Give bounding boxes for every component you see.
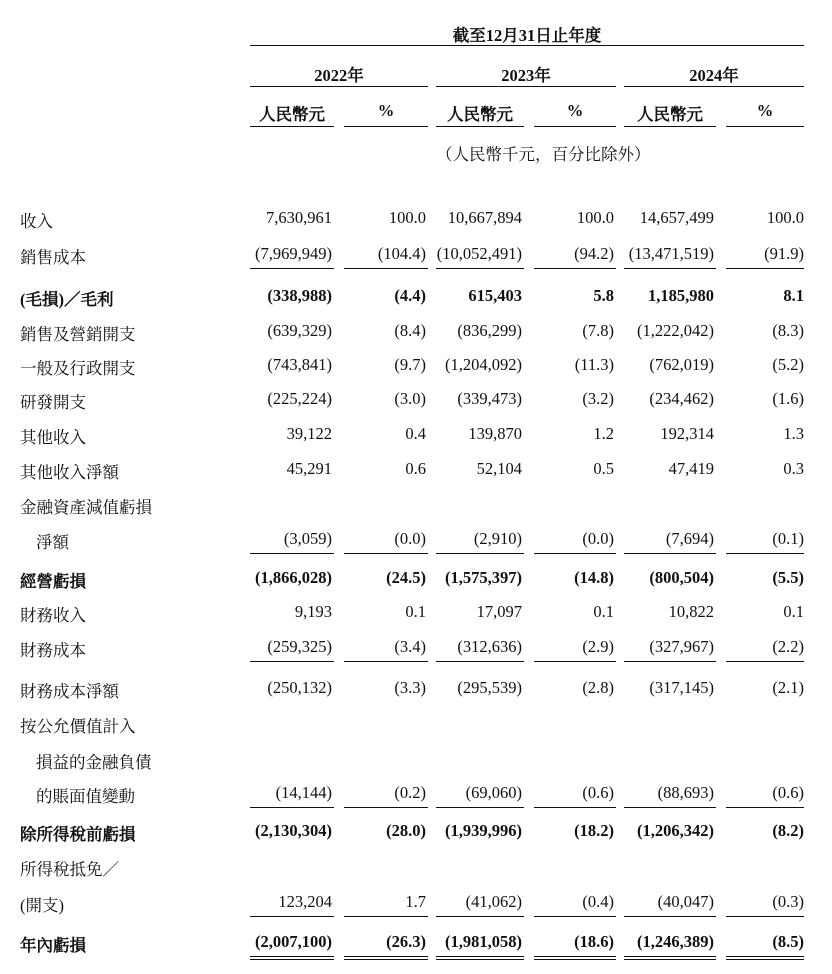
cell-amount: 47,419 <box>668 459 714 478</box>
cell-percent: (8.2) <box>772 821 804 840</box>
cell-percent: (3.2) <box>582 389 614 408</box>
cell-amount: (836,299) <box>457 321 522 340</box>
subtotal-rule <box>250 553 334 554</box>
subtotal-rule <box>436 807 524 808</box>
subtotal-rule <box>250 807 334 808</box>
cell-amount: (743,841) <box>267 355 332 374</box>
cell-percent: (8.5) <box>772 932 804 951</box>
cell-percent: 1.2 <box>593 424 614 443</box>
subtotal-rule <box>534 268 616 269</box>
col-pct-2023: % <box>566 101 584 120</box>
cell-percent: (14.8) <box>574 568 614 587</box>
subtotal-rule <box>436 553 524 554</box>
cell-amount: 615,403 <box>468 286 522 305</box>
subtotal-rule <box>726 268 804 269</box>
total-double-rule <box>624 956 716 960</box>
subtotal-rule <box>436 268 524 269</box>
cell-percent: 0.3 <box>783 459 804 478</box>
cell-amount: (800,504) <box>649 568 714 587</box>
year-2024: 2024年 <box>689 66 739 85</box>
period-header: 截至12月31日止年度 <box>452 26 602 45</box>
header-rule <box>250 45 804 46</box>
subtotal-rule <box>344 807 428 808</box>
cell-percent: 1.7 <box>405 892 426 911</box>
cell-percent: 100.0 <box>576 208 614 227</box>
cell-percent: 0.1 <box>783 602 804 621</box>
cell-amount: 9,193 <box>294 602 332 621</box>
row-label: 其他收入淨額 <box>20 463 119 482</box>
col-rule <box>624 126 716 127</box>
cell-amount: (3,059) <box>283 529 332 548</box>
cell-amount: (259,325) <box>267 637 332 656</box>
cell-amount: (1,981,058) <box>445 932 522 951</box>
cell-percent: (0.4) <box>582 892 614 911</box>
cell-percent: (0.0) <box>582 529 614 548</box>
total-double-rule <box>534 956 616 960</box>
col-rule <box>250 126 334 127</box>
cell-percent: (104.4) <box>377 244 426 263</box>
col-rmb-2023: 人民幣元 <box>447 105 513 124</box>
cell-percent: (3.3) <box>394 678 426 697</box>
cell-percent: (26.3) <box>386 932 426 951</box>
subtotal-rule <box>344 268 428 269</box>
row-label: 損益的金融負債 <box>36 753 152 772</box>
cell-amount: 17,097 <box>476 602 522 621</box>
subtotal-rule <box>726 807 804 808</box>
cell-percent: 100.0 <box>388 208 426 227</box>
cell-percent: 100.0 <box>766 208 804 227</box>
cell-percent: (2.2) <box>772 637 804 656</box>
cell-amount: (69,060) <box>465 783 522 802</box>
col-rule <box>534 126 616 127</box>
cell-amount: (41,062) <box>465 892 522 911</box>
cell-amount: (1,866,028) <box>255 568 332 587</box>
col-rmb-2024: 人民幣元 <box>637 105 703 124</box>
subtotal-rule <box>534 553 616 554</box>
col-rule <box>344 126 428 127</box>
cell-percent: (8.4) <box>394 321 426 340</box>
cell-percent: 0.1 <box>593 602 614 621</box>
subtotal-rule <box>250 916 334 917</box>
cell-amount: (1,939,996) <box>445 821 522 840</box>
cell-amount: (225,224) <box>267 389 332 408</box>
row-label: 銷售成本 <box>20 248 86 267</box>
row-label: 經營虧損 <box>20 572 86 591</box>
cell-amount: (7,969,949) <box>255 244 332 263</box>
subtotal-rule <box>534 661 616 662</box>
cell-amount: (2,007,100) <box>255 932 332 951</box>
subtotal-rule <box>624 807 716 808</box>
subtotal-rule <box>726 916 804 917</box>
cell-percent: (2.9) <box>582 637 614 656</box>
cell-amount: (13,471,519) <box>628 244 714 263</box>
cell-percent: (5.2) <box>772 355 804 374</box>
cell-percent: 0.6 <box>405 459 426 478</box>
cell-percent: (18.2) <box>574 821 614 840</box>
cell-percent: (0.6) <box>582 783 614 802</box>
cell-amount: (2,130,304) <box>255 821 332 840</box>
subtotal-rule <box>726 553 804 554</box>
total-double-rule <box>250 956 334 960</box>
row-label: 的賬面值變動 <box>36 787 135 806</box>
cell-percent: (0.2) <box>394 783 426 802</box>
cell-percent: (0.0) <box>394 529 426 548</box>
subtotal-rule <box>624 268 716 269</box>
col-pct-2022: % <box>377 101 395 120</box>
cell-percent: (24.5) <box>386 568 426 587</box>
row-label: 財務收入 <box>20 606 86 625</box>
cell-amount: 192,314 <box>660 424 714 443</box>
cell-amount: (1,246,389) <box>637 932 714 951</box>
col-rmb-2022: 人民幣元 <box>259 105 325 124</box>
cell-amount: (762,019) <box>649 355 714 374</box>
unit-note: （人民幣千元，百分比除外） <box>436 145 651 164</box>
col-rule <box>726 126 804 127</box>
cell-amount: 1,185,980 <box>648 286 714 305</box>
cell-amount: 10,667,894 <box>447 208 522 227</box>
cell-percent: (7.8) <box>582 321 614 340</box>
cell-amount: 52,104 <box>476 459 522 478</box>
year-rule <box>436 86 616 87</box>
cell-amount: (295,539) <box>457 678 522 697</box>
row-label: 其他收入 <box>20 428 86 447</box>
subtotal-rule <box>436 661 524 662</box>
cell-percent: (0.1) <box>772 529 804 548</box>
cell-amount: (339,473) <box>457 389 522 408</box>
subtotal-rule <box>624 916 716 917</box>
cell-amount: (327,967) <box>649 637 714 656</box>
cell-percent: 0.5 <box>593 459 614 478</box>
cell-percent: (1.6) <box>772 389 804 408</box>
row-label: 收入 <box>20 212 53 231</box>
cell-amount: (250,132) <box>267 678 332 697</box>
row-label: 除所得稅前虧損 <box>20 825 136 844</box>
cell-percent: 5.8 <box>593 286 614 305</box>
cell-percent: (0.3) <box>772 892 804 911</box>
total-double-rule <box>344 956 428 960</box>
subtotal-rule <box>726 661 804 662</box>
row-label: 按公允價值計入 <box>20 717 136 736</box>
cell-amount: (40,047) <box>657 892 714 911</box>
cell-percent: (18.6) <box>574 932 614 951</box>
cell-amount: (1,204,092) <box>445 355 522 374</box>
cell-amount: 14,657,499 <box>639 208 714 227</box>
year-rule <box>250 86 428 87</box>
cell-amount: (14,144) <box>275 783 332 802</box>
cell-percent: 8.1 <box>783 286 804 305</box>
cell-percent: (0.6) <box>772 783 804 802</box>
row-label: 研發開支 <box>20 393 86 412</box>
total-double-rule <box>436 956 524 960</box>
subtotal-rule <box>624 553 716 554</box>
total-double-rule <box>726 956 804 960</box>
subtotal-rule <box>250 268 334 269</box>
row-label: 一般及行政開支 <box>20 359 136 378</box>
cell-percent: (3.0) <box>394 389 426 408</box>
cell-percent: (94.2) <box>574 244 614 263</box>
subtotal-rule <box>344 661 428 662</box>
cell-amount: (338,988) <box>267 286 332 305</box>
col-rule <box>436 126 524 127</box>
cell-amount: 39,122 <box>286 424 332 443</box>
cell-percent: (2.1) <box>772 678 804 697</box>
cell-amount: 123,204 <box>278 892 332 911</box>
row-label: (開支) <box>20 896 64 915</box>
cell-amount: (88,693) <box>657 783 714 802</box>
year-rule <box>624 86 804 87</box>
cell-amount: (234,462) <box>649 389 714 408</box>
year-2023: 2023年 <box>501 66 551 85</box>
cell-percent: 0.4 <box>405 424 426 443</box>
cell-percent: 1.3 <box>783 424 804 443</box>
row-label: 銷售及營銷開支 <box>20 325 136 344</box>
cell-percent: (5.5) <box>772 568 804 587</box>
row-label: 財務成本淨額 <box>20 682 119 701</box>
row-label: 淨額 <box>36 533 69 552</box>
subtotal-rule <box>344 553 428 554</box>
subtotal-rule <box>534 916 616 917</box>
cell-percent: (2.8) <box>582 678 614 697</box>
row-label: 金融資產減值虧損 <box>20 498 152 517</box>
col-pct-2024: % <box>756 101 774 120</box>
cell-amount: (1,206,342) <box>637 821 714 840</box>
row-label: 年內虧損 <box>20 936 86 955</box>
cell-amount: 10,822 <box>668 602 714 621</box>
cell-amount: (1,575,397) <box>445 568 522 587</box>
cell-amount: 7,630,961 <box>266 208 332 227</box>
cell-amount: (1,222,042) <box>637 321 714 340</box>
subtotal-rule <box>250 661 334 662</box>
cell-percent: (9.7) <box>394 355 426 374</box>
row-label: 財務成本 <box>20 641 86 660</box>
cell-amount: (7,694) <box>665 529 714 548</box>
cell-amount: (639,329) <box>267 321 332 340</box>
cell-amount: 45,291 <box>286 459 332 478</box>
row-label: (毛損)／毛利 <box>20 290 114 309</box>
row-label: 所得稅抵免／ <box>20 860 119 879</box>
cell-percent: (28.0) <box>386 821 426 840</box>
subtotal-rule <box>344 916 428 917</box>
cell-percent: (11.3) <box>574 355 614 374</box>
cell-percent: (8.3) <box>772 321 804 340</box>
subtotal-rule <box>436 916 524 917</box>
cell-amount: (10,052,491) <box>436 244 522 263</box>
cell-percent: (91.9) <box>764 244 804 263</box>
cell-amount: (312,636) <box>457 637 522 656</box>
year-2022: 2022年 <box>314 66 364 85</box>
cell-amount: (317,145) <box>649 678 714 697</box>
subtotal-rule <box>624 661 716 662</box>
subtotal-rule <box>534 807 616 808</box>
cell-amount: 139,870 <box>468 424 522 443</box>
cell-percent: (4.4) <box>394 286 426 305</box>
cell-percent: 0.1 <box>405 602 426 621</box>
cell-percent: (3.4) <box>394 637 426 656</box>
cell-amount: (2,910) <box>473 529 522 548</box>
